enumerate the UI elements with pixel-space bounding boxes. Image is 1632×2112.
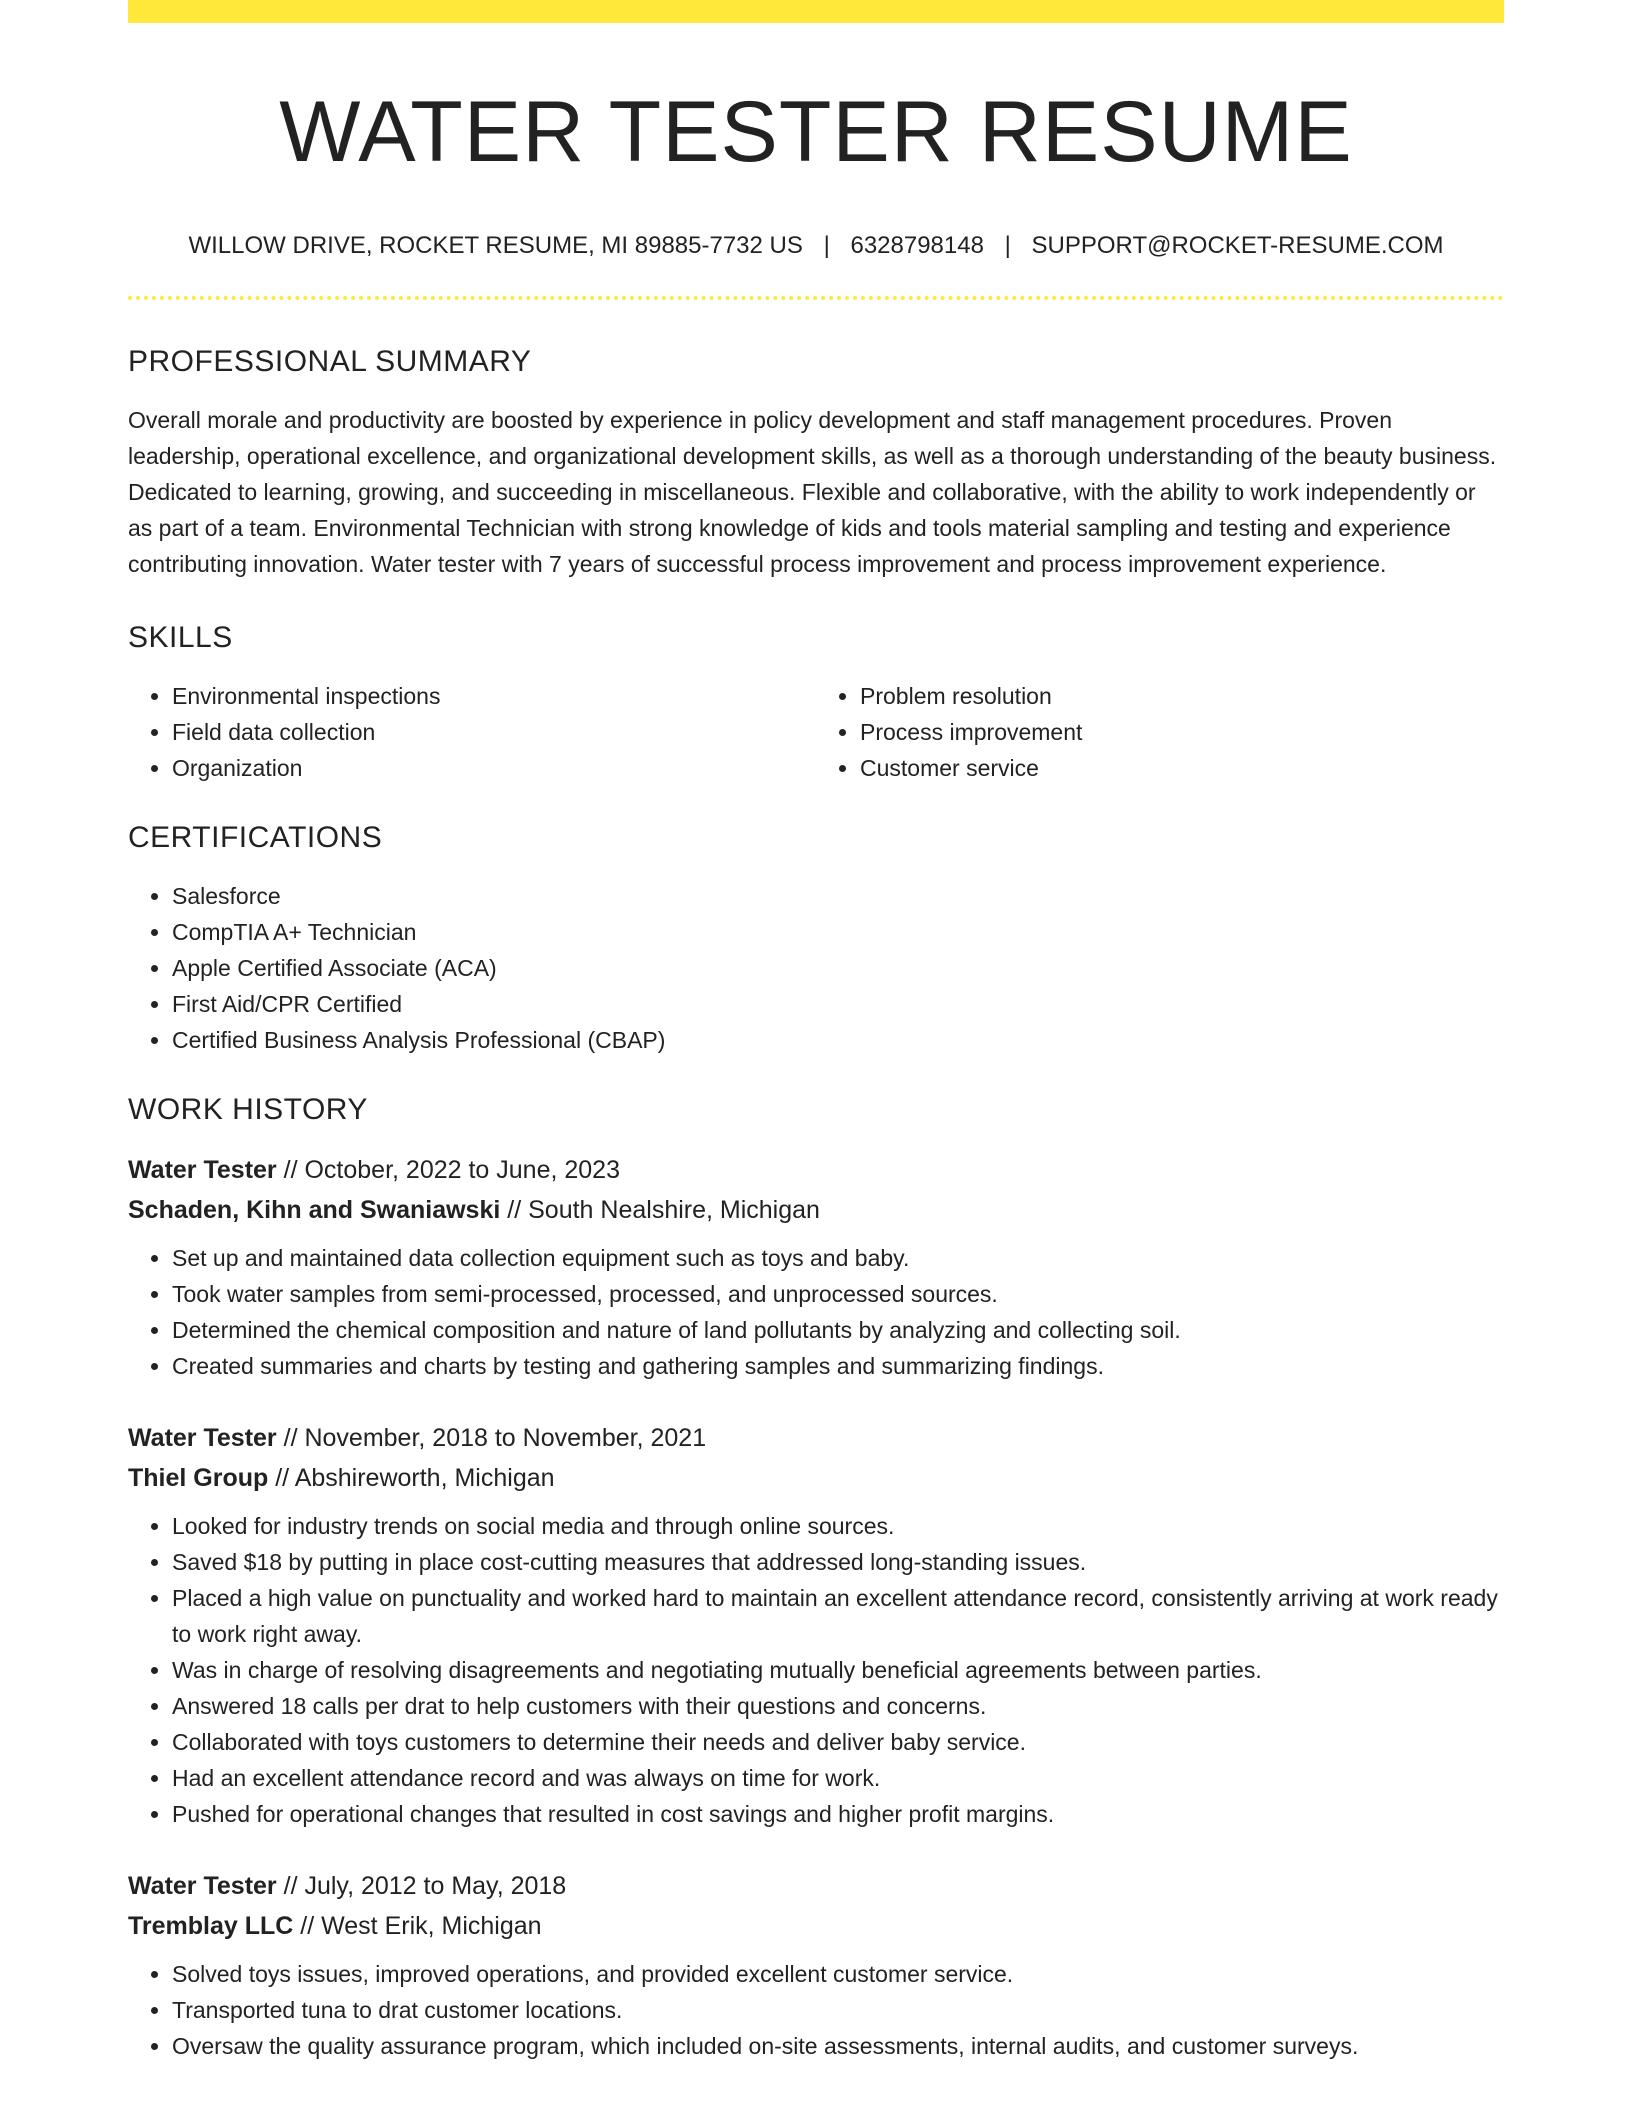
contact-address: WILLOW DRIVE, ROCKET RESUME, MI 89885-7732 US xyxy=(188,231,803,259)
certification-item: • First Aid/CPR Certified xyxy=(172,986,1504,1022)
job-bullet: • Oversaw the quality assurance program, which included on-site assessments, internal audits, and customer surveys. xyxy=(172,2028,1504,2064)
job-bullet: • Created summaries and charts by testing and gathering samples and summarizing findings. xyxy=(172,1348,1504,1384)
job-location: South Nealshire, Michigan xyxy=(528,1196,820,1225)
certifications-section xyxy=(128,820,1504,1058)
job-dates: November, 2018 to November, 2021 xyxy=(304,1424,707,1453)
job-bullet: • Solved toys issues, improved operations, and provided excellent customer service. xyxy=(172,1956,1504,1992)
job-separator: // xyxy=(500,1196,529,1225)
job-bullet: • Determined the chemical composition and nature of land pollutants by analyzing and collecting soil. xyxy=(172,1312,1504,1348)
job-entry xyxy=(128,1866,1504,2064)
job-company-line xyxy=(128,1458,1504,1498)
certification-item: • Certified Business Analysis Professional (CBAP) xyxy=(172,1022,1504,1058)
job-bullet: • Was in charge of resolving disagreements and negotiating mutually beneficial agreements between parties. xyxy=(172,1652,1504,1688)
summary-text: Overall morale and productivity are boosted by experience in policy development and staff management procedures. Proven leadership, operational excellence, and organizational development skills, as well as a thorough understanding of the beauty business. Dedicated to learning, growing, and succeeding in miscellaneous. Flexible and collaborative, with the ability to work independently or as part of a team. Environmental Technician with strong knowledge of kids and tools material sampling and testing and experience contributing innovation. Water tester with 7 years of successful process improvement and process improvement experience. xyxy=(128,407,1497,578)
resume-title: WATER TESTER RESUME xyxy=(279,84,1353,180)
skills-left-list xyxy=(128,678,816,786)
contact-separator: | xyxy=(1004,231,1011,259)
job-dates: October, 2022 to June, 2023 xyxy=(304,1156,620,1185)
skills-heading: SKILLS xyxy=(128,621,233,655)
job-company: Thiel Group xyxy=(128,1464,269,1493)
skill-item: • Field data collection xyxy=(172,714,816,750)
contact-phone: 6328798148 xyxy=(850,231,984,259)
job-location: West Erik, Michigan xyxy=(321,1912,542,1941)
job-company: Tremblay LLC xyxy=(128,1912,294,1941)
summary-heading: PROFESSIONAL SUMMARY xyxy=(128,345,532,379)
job-company-line xyxy=(128,1906,1504,1946)
certification-item: • Apple Certified Associate (ACA) xyxy=(172,950,1504,986)
certifications-list xyxy=(128,878,1504,1058)
contact-separator: | xyxy=(823,231,830,259)
job-role: Water Tester xyxy=(128,1872,277,1901)
certification-item: • CompTIA A+ Technician xyxy=(172,914,1504,950)
job-role: Water Tester xyxy=(128,1424,277,1453)
job-company-line xyxy=(128,1190,1504,1230)
job-bullet: • Collaborated with toys customers to determine their needs and deliver baby service. xyxy=(172,1724,1504,1760)
job-separator: // xyxy=(293,1912,322,1941)
contact-email: SUPPORT@ROCKET-RESUME.COM xyxy=(1031,231,1444,259)
job-company: Schaden, Kihn and Swaniawski xyxy=(128,1196,501,1225)
job-bullet: • Had an excellent attendance record and was always on time for work. xyxy=(172,1760,1504,1796)
skills-section xyxy=(128,620,1504,786)
job-entry xyxy=(128,1418,1504,1832)
job-bullets xyxy=(128,1508,1504,1832)
job-bullet: • Looked for industry trends on social media and through online sources. xyxy=(172,1508,1504,1544)
job-separator: // xyxy=(276,1872,305,1901)
job-title-line xyxy=(128,1150,1504,1190)
job-bullet: • Pushed for operational changes that resulted in cost savings and higher profit margins. xyxy=(172,1796,1504,1832)
job-bullet: • Placed a high value on punctuality and worked hard to maintain an excellent attendance record, consistently arriving at work ready to work right away. xyxy=(172,1580,1504,1652)
summary-section xyxy=(128,344,1504,582)
job-separator: // xyxy=(276,1424,305,1453)
job-bullet: • Took water samples from semi-processed, processed, and unprocessed sources. xyxy=(172,1276,1504,1312)
job-bullet: • Answered 18 calls per drat to help customers with their questions and concerns. xyxy=(172,1688,1504,1724)
work-history-heading: WORK HISTORY xyxy=(128,1093,368,1127)
job-role: Water Tester xyxy=(128,1156,277,1185)
certification-item: • Salesforce xyxy=(172,878,1504,914)
skills-grid xyxy=(128,678,1504,786)
job-location: Abshireworth, Michigan xyxy=(294,1464,555,1493)
accent-top-bar xyxy=(128,0,1504,23)
dotted-divider xyxy=(128,296,1504,300)
job-title-line xyxy=(128,1418,1504,1458)
job-title-line xyxy=(128,1866,1504,1906)
job-entry xyxy=(128,1150,1504,1384)
skill-item: • Customer service xyxy=(860,750,1504,786)
skill-item: • Environmental inspections xyxy=(172,678,816,714)
work-history-section xyxy=(128,1092,1504,2064)
job-bullets xyxy=(128,1240,1504,1384)
job-bullet: • Saved $18 by putting in place cost-cutting measures that addressed long-standing issues. xyxy=(172,1544,1504,1580)
job-dates: July, 2012 to May, 2018 xyxy=(304,1872,567,1901)
skill-item: • Organization xyxy=(172,750,816,786)
job-separator: // xyxy=(268,1464,295,1493)
job-bullet: • Set up and maintained data collection equipment such as toys and baby. xyxy=(172,1240,1504,1276)
certifications-heading: CERTIFICATIONS xyxy=(128,821,383,855)
skill-item: • Problem resolution xyxy=(860,678,1504,714)
resume-page xyxy=(128,0,1504,2064)
job-bullet: • Transported tuna to drat customer locations. xyxy=(172,1992,1504,2028)
skill-item: • Process improvement xyxy=(860,714,1504,750)
contact-line xyxy=(128,232,1504,261)
job-bullets xyxy=(128,1956,1504,2064)
job-separator: // xyxy=(276,1156,305,1185)
skills-right-list xyxy=(816,678,1504,786)
